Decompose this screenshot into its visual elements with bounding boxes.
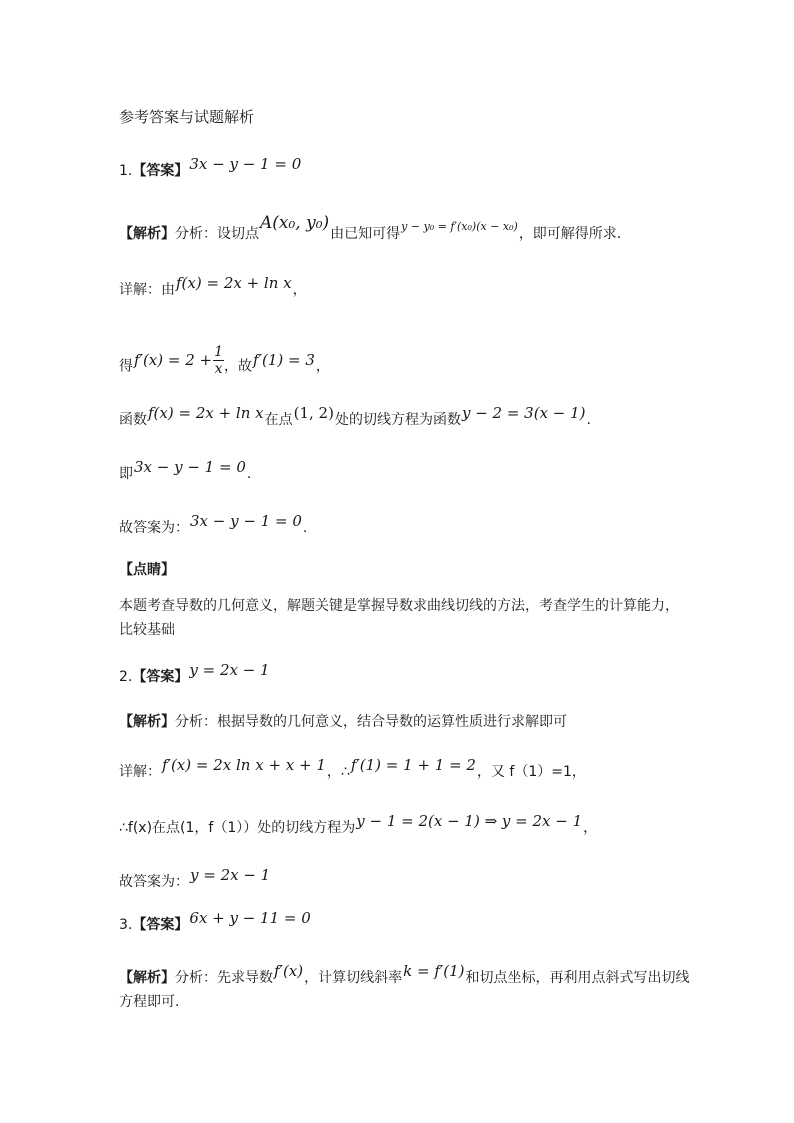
q1-detail-end: ， [292,282,307,298]
q1-fraction-numerator: 1 [214,344,224,360]
q1-number: 1. [119,163,133,179]
q1-analysis-text-b: 由已知可得 [330,226,401,242]
q1-comment-text: 本题考查导数的几何意义，解题关键是掌握导数求曲线切线的方法，考查学生的计算能力，比较基础 [119,598,679,638]
q1-analysis-math-b: y − y₀ = f′(x₀)(x − x₀) [401,220,518,233]
q2-analysis-line [119,712,567,732]
q1-get-label: 得 [119,358,133,375]
q2-detail-line [119,756,586,782]
q3-answer-math: 6x + y − 11 = 0 [189,909,311,927]
q3-analysis-text-b: ，计算切线斜率 [304,970,403,986]
q1-get-mid: ，故 [224,358,253,375]
q3-analysis-text-c: 和切点坐标，再利用点斜式写出切线方程即可. [119,970,690,1010]
q2-answer-tag: 【答案】 [132,669,189,685]
q1-func-text-a: 在点 [264,412,293,428]
q1-func-end: . [586,412,591,428]
q1-get-math-b: f′(1) = 3 [253,350,315,369]
q1-comment-tag: 【点睛】 [119,562,175,578]
q2-final-math: y = 2x − 1 [190,866,271,884]
q1-detail-label: 详解：由 [119,282,175,298]
q1-func-point: (1, 2) [293,404,334,422]
q2-analysis-text: 分析：根据导数的几何意义，结合导数的运算性质进行求解即可 [175,714,567,730]
q1-function-line [119,404,591,430]
q1-detail-line [119,274,307,300]
q1-fraction [213,344,224,377]
q1-func-label: 函数 [119,412,147,428]
q1-ji-label: 即 [119,466,133,482]
q1-final-label: 故答案为： [119,520,189,536]
q2-answer-line [119,661,271,687]
q3-answer-line [119,909,312,935]
q2-analysis-tag: 【解析】 [119,714,175,730]
q2-therefore-math: y − 1 = 2(x − 1) ⇒ y = 2x − 1 [356,812,583,830]
q1-get-end: ， [315,358,330,375]
q2-answer-math: y = 2x − 1 [189,661,270,679]
q1-analysis-text-a: 分析：设切点 [175,226,259,242]
q3-answer-tag: 【答案】 [132,917,189,933]
q1-answer-math: 3x − y − 1 = 0 [189,155,302,173]
q2-therefore-end: ， [583,820,598,836]
q3-analysis-math-b: k = f′(1) [403,962,465,980]
q1-analysis-tag: 【解析】 [119,226,175,242]
q2-detail-math-b: f′(1) = 1 + 1 = 2 [350,756,476,774]
q1-answer-line [119,155,302,181]
q1-analysis-math-a: A(x₀, y₀) [260,213,330,233]
q1-final-math: 3x − y − 1 = 0 [190,512,302,530]
q1-analysis-text-c: ，即可解得所求. [518,226,622,242]
q3-analysis-math-a: f′(x) [274,962,304,980]
q1-ji-line [119,458,252,484]
q3-number: 3. [119,917,133,933]
q1-derivative-line [119,344,330,383]
q1-answer-tag: 【答案】 [132,163,189,179]
q1-ji-math: 3x − y − 1 = 0 [134,458,246,476]
q1-func-text-b: 处的切线方程为函数 [334,412,461,428]
q2-therefore-text: ∴f(x)在点(1，f（1））处的切线方程为 [119,820,356,836]
q2-detail-mid: ，∴ [326,764,350,780]
q2-detail-math-a: f′(x) = 2x ln x + x + 1 [162,756,326,774]
q1-final-line [119,512,308,538]
q2-detail-end: ，又 f（1）=1， [476,764,586,780]
q2-number: 2. [119,669,133,685]
q3-analysis-paragraph [119,962,691,1014]
q1-func-math: f(x) = 2x + ln x [148,404,264,422]
q2-final-label: 故答案为： [119,874,189,890]
q2-detail-label: 详解： [119,764,161,780]
q1-analysis-line [119,213,622,244]
q1-fraction-denominator: x [214,361,223,377]
q3-analysis-tag: 【解析】 [119,970,175,986]
q3-analysis-text-a: 分析：先求导数 [175,970,273,986]
q1-final-end: . [302,520,308,536]
q1-ji-end: . [246,466,252,482]
q1-func-tangent: y − 2 = 3(x − 1) [461,404,586,422]
q1-detail-math: f(x) = 2x + ln x [176,274,292,292]
q1-get-math-lhs: f′(x) = 2 + [134,350,213,369]
q2-final-line [119,866,271,892]
page-title: 参考答案与试题解析 [119,108,255,126]
q2-therefore-line [119,812,598,838]
